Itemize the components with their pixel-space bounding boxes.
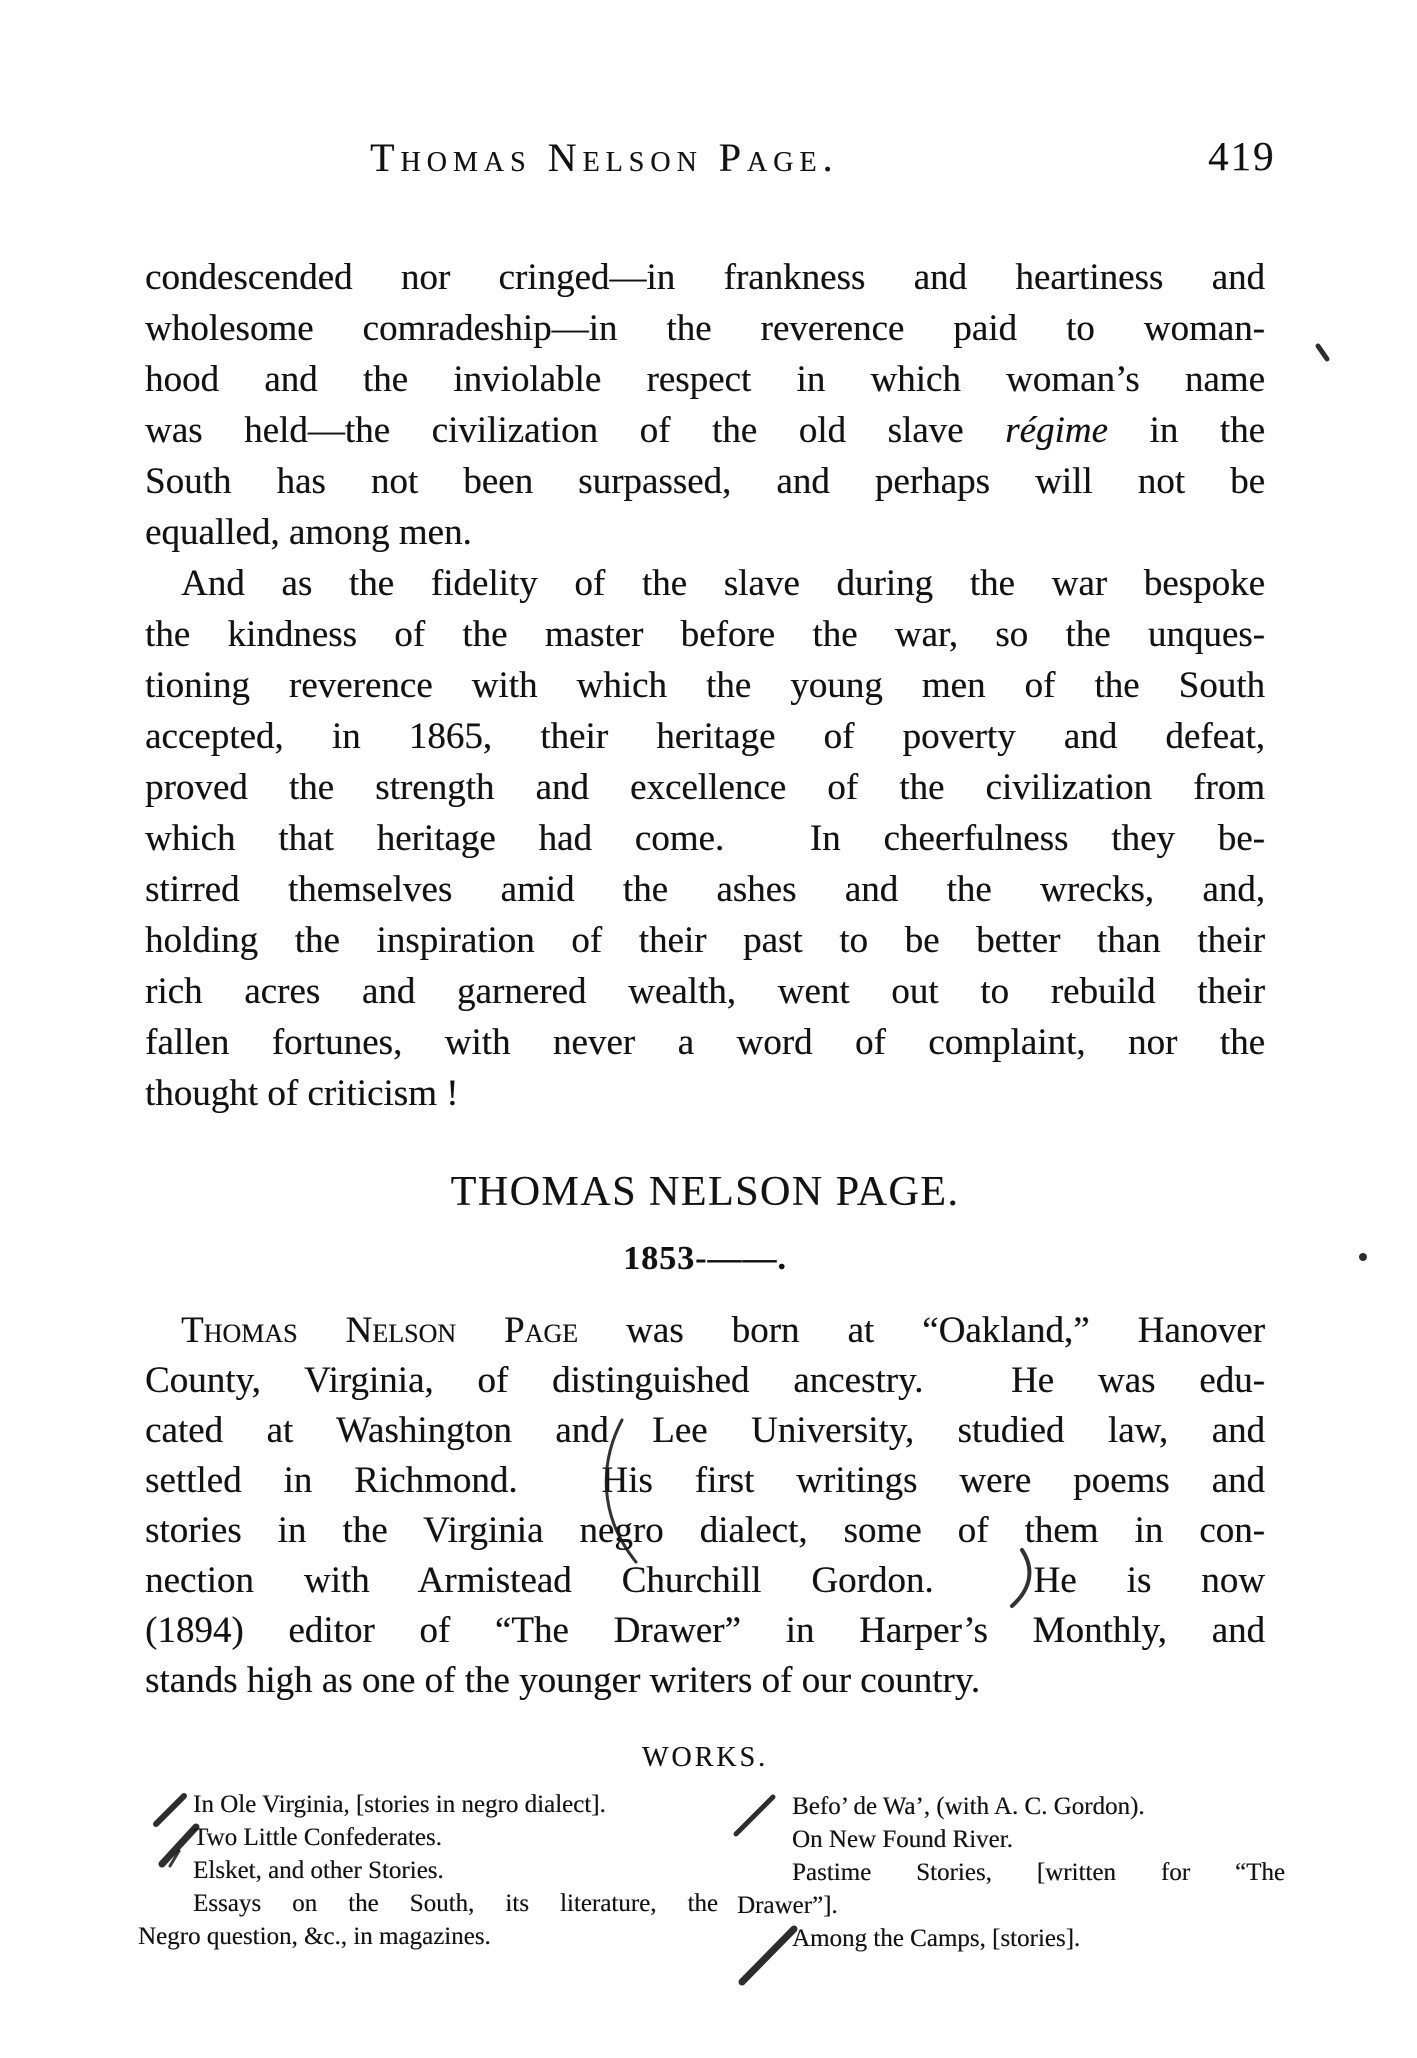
italic-word-regime: régime [1005,410,1108,451]
text-line: And as the fidelity of the slave during the war bespoke [181,563,1265,604]
works-item: Two Little Confederates. [193,1824,442,1851]
stray-comma-tick-icon [1318,346,1327,359]
text-line: (1894) editor of “The Drawer” in Harper’s Monthly, and [145,1610,1265,1651]
works-item-continuation: Drawer”]. [737,1892,838,1919]
text-line: hood and the inviolable respect in which woman’s name [145,359,1265,400]
text-line: which that heritage had come. In cheerfulness they be- [145,818,1265,859]
text-line: rich acres and garnered wealth, went out to rebuild their [145,971,1265,1012]
text-line: settled in Richmond. His first writings were poems and [145,1460,1265,1501]
running-head-title: Thomas Nelson Page. [370,135,839,180]
paragraph-fidelity [145,558,1265,1119]
paragraph-biography [145,1306,1265,1706]
text-segment: was held—the civilization of the old slave [145,410,1006,451]
works-item: On New Found River. [792,1826,1013,1853]
stray-dot-icon [1359,1253,1367,1261]
text-line: tioning reverence with which the young men of the South [145,665,1265,706]
text-segment: in the [1107,410,1266,451]
works-item: Befo’ de Wa’, (with A. C. Gordon). [792,1793,1145,1820]
works-item: Essays on the South, its literature, the [193,1890,718,1917]
text-line: thought of criticism ! [145,1073,459,1114]
text-line [145,1306,1265,1356]
works-list-left [138,1788,718,1953]
text-line: stirred themselves amid the ashes and the wrecks, and, [145,869,1265,910]
text-line: stories in the Virginia negro dialect, some of them in con- [145,1510,1265,1551]
works-item: Pastime Stories, [written for “The [792,1859,1285,1886]
works-item: Among the Camps, [stories]. [792,1925,1081,1952]
works-heading: WORKS. [641,1742,769,1773]
text-line: accepted, in 1865, their heritage of poverty and defeat, [145,716,1265,757]
text-segment: was born at “Oakland,” Hanover [578,1310,1265,1351]
works-item-continuation: Negro question, &c., in magazines. [138,1923,491,1950]
text-line: County, Virginia, of distinguished ancestry. He was edu- [145,1360,1265,1401]
section-title: THOMAS NELSON PAGE. [450,1169,960,1215]
text-line: cated at Washington and Lee University, studied law, and [145,1410,1265,1451]
text-line [145,405,1265,456]
smallcaps-name: Thomas Nelson Page [181,1310,579,1351]
text-line: stands high as one of the younger writers of our country. [145,1660,981,1701]
text-line: equalled, among men. [145,512,472,553]
works-list-right [737,1790,1285,1955]
text-line: South has not been surpassed, and perhaps will not be [145,461,1265,502]
text-line: nection with Armistead Churchill Gordon. He is now [145,1560,1265,1601]
works-item: Elsket, and other Stories. [193,1857,444,1884]
text-line: the kindness of the master before the war, so the unques- [145,614,1265,655]
paragraph-civilization [145,252,1265,558]
text-line: holding the inspiration of their past to be better than their [145,920,1265,961]
text-line: condescended nor cringed—in frankness and heartiness and [145,257,1265,298]
text-line: fallen fortunes, with never a word of complaint, nor the [145,1022,1265,1063]
works-item: In Ole Virginia, [stories in negro dialect]. [193,1791,606,1818]
text-line: wholesome comradeship—in the reverence paid to woman- [145,308,1265,349]
section-dates: 1853-——. [623,1240,787,1277]
text-line: proved the strength and excellence of the civilization from [145,767,1265,808]
page-number: 419 [1208,133,1276,179]
